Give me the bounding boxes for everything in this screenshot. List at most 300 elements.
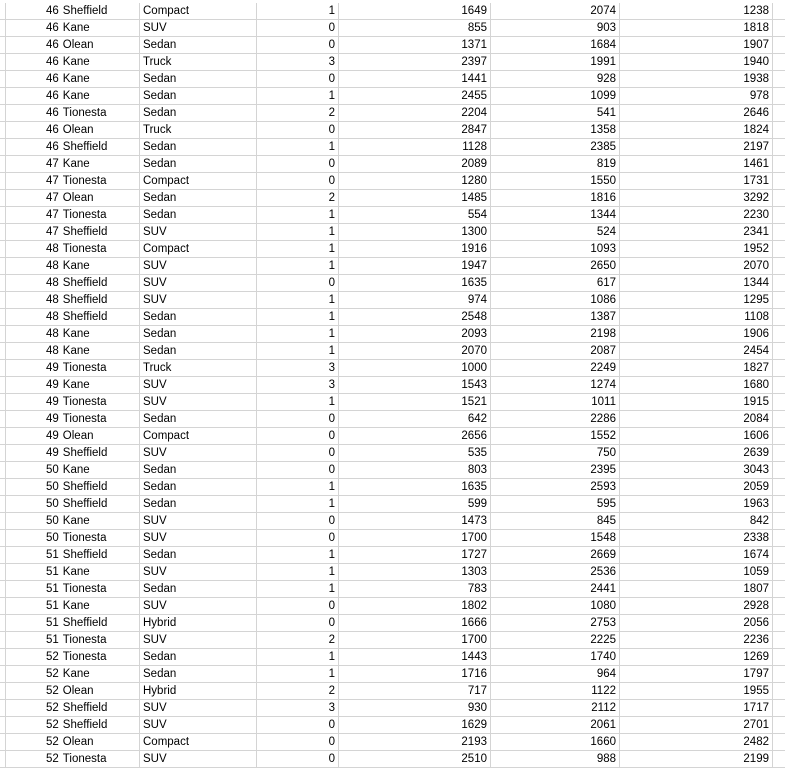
cell-value-3[interactable]: 1940 (620, 54, 773, 70)
cell-empty[interactable] (773, 632, 785, 648)
cell-id-location[interactable] (6, 207, 140, 223)
cell-vehicle-type[interactable]: Sedan (140, 37, 257, 53)
cell-id-location[interactable] (6, 496, 140, 512)
cell-id-location[interactable] (6, 343, 140, 359)
cell-value-3[interactable]: 1797 (620, 666, 773, 682)
cell-empty[interactable] (773, 462, 785, 478)
cell-value-1[interactable]: 1916 (339, 241, 491, 257)
cell-count[interactable]: 3 (257, 377, 339, 393)
cell-value-3[interactable]: 842 (620, 513, 773, 529)
cell-count[interactable]: 0 (257, 37, 339, 53)
cell-value-2[interactable]: 2536 (491, 564, 620, 580)
cell-vehicle-type[interactable]: Sedan (140, 496, 257, 512)
cell-empty[interactable] (773, 751, 785, 767)
cell-vehicle-type[interactable]: Compact (140, 428, 257, 444)
cell-value-1[interactable]: 599 (339, 496, 491, 512)
cell-vehicle-type[interactable]: SUV (140, 377, 257, 393)
cell-count[interactable]: 3 (257, 54, 339, 70)
cell-value-3[interactable]: 2197 (620, 139, 773, 155)
cell-id-location[interactable] (6, 394, 140, 410)
cell-empty[interactable] (773, 3, 785, 19)
cell-vehicle-type[interactable]: Sedan (140, 479, 257, 495)
cell-empty[interactable] (773, 717, 785, 733)
cell-empty[interactable] (773, 445, 785, 461)
cell-count[interactable]: 1 (257, 394, 339, 410)
cell-value-1[interactable]: 1700 (339, 632, 491, 648)
cell-value-1[interactable]: 1300 (339, 224, 491, 240)
cell-value-1[interactable]: 855 (339, 20, 491, 36)
cell-value-3[interactable]: 1915 (620, 394, 773, 410)
cell-id-location[interactable] (6, 479, 140, 495)
cell-id-location[interactable] (6, 88, 140, 104)
cell-value-1[interactable]: 1443 (339, 649, 491, 665)
cell-value-1[interactable]: 2093 (339, 326, 491, 342)
cell-count[interactable]: 0 (257, 156, 339, 172)
cell-value-1[interactable]: 2510 (339, 751, 491, 767)
cell-id-location[interactable] (6, 20, 140, 36)
cell-value-1[interactable]: 2089 (339, 156, 491, 172)
cell-empty[interactable] (773, 105, 785, 121)
cell-value-3[interactable]: 1818 (620, 20, 773, 36)
cell-value-3[interactable]: 1295 (620, 292, 773, 308)
cell-count[interactable]: 1 (257, 343, 339, 359)
cell-empty[interactable] (773, 122, 785, 138)
cell-id-location[interactable] (6, 751, 140, 767)
cell-value-3[interactable]: 1461 (620, 156, 773, 172)
cell-value-1[interactable]: 1543 (339, 377, 491, 393)
cell-value-3[interactable]: 2482 (620, 734, 773, 750)
cell-value-3[interactable]: 1059 (620, 564, 773, 580)
cell-count[interactable]: 0 (257, 734, 339, 750)
cell-value-3[interactable]: 1955 (620, 683, 773, 699)
cell-vehicle-type[interactable]: SUV (140, 632, 257, 648)
cell-empty[interactable] (773, 275, 785, 291)
cell-value-1[interactable]: 783 (339, 581, 491, 597)
cell-value-2[interactable]: 1387 (491, 309, 620, 325)
cell-id-location[interactable] (6, 258, 140, 274)
cell-id-location[interactable] (6, 513, 140, 529)
cell-count[interactable]: 1 (257, 224, 339, 240)
cell-count[interactable]: 1 (257, 139, 339, 155)
cell-id-location[interactable] (6, 37, 140, 53)
cell-id-location[interactable] (6, 292, 140, 308)
cell-value-2[interactable]: 1684 (491, 37, 620, 53)
cell-empty[interactable] (773, 173, 785, 189)
cell-count[interactable]: 0 (257, 751, 339, 767)
cell-count[interactable]: 0 (257, 445, 339, 461)
cell-vehicle-type[interactable]: Sedan (140, 547, 257, 563)
cell-empty[interactable] (773, 564, 785, 580)
cell-empty[interactable] (773, 581, 785, 597)
cell-value-2[interactable]: 2061 (491, 717, 620, 733)
cell-count[interactable]: 0 (257, 122, 339, 138)
cell-value-2[interactable]: 1086 (491, 292, 620, 308)
cell-value-2[interactable]: 2395 (491, 462, 620, 478)
cell-count[interactable]: 0 (257, 462, 339, 478)
cell-value-3[interactable]: 2236 (620, 632, 773, 648)
cell-value-2[interactable]: 1099 (491, 88, 620, 104)
cell-empty[interactable] (773, 394, 785, 410)
cell-vehicle-type[interactable]: Sedan (140, 207, 257, 223)
cell-value-2[interactable]: 1274 (491, 377, 620, 393)
cell-count[interactable]: 0 (257, 615, 339, 631)
cell-empty[interactable] (773, 360, 785, 376)
cell-count[interactable]: 2 (257, 105, 339, 121)
cell-value-3[interactable]: 1344 (620, 275, 773, 291)
cell-id-location[interactable] (6, 547, 140, 563)
cell-vehicle-type[interactable]: Sedan (140, 343, 257, 359)
cell-vehicle-type[interactable]: Truck (140, 122, 257, 138)
cell-value-3[interactable]: 1963 (620, 496, 773, 512)
cell-value-2[interactable]: 2112 (491, 700, 620, 716)
cell-value-1[interactable]: 1473 (339, 513, 491, 529)
cell-empty[interactable] (773, 734, 785, 750)
cell-id-location[interactable] (6, 156, 140, 172)
cell-id-location[interactable] (6, 649, 140, 665)
cell-id-location[interactable] (6, 734, 140, 750)
cell-value-3[interactable]: 1108 (620, 309, 773, 325)
cell-value-1[interactable]: 803 (339, 462, 491, 478)
cell-value-1[interactable]: 1280 (339, 173, 491, 189)
cell-count[interactable]: 0 (257, 20, 339, 36)
cell-value-1[interactable]: 2397 (339, 54, 491, 70)
cell-empty[interactable] (773, 530, 785, 546)
cell-vehicle-type[interactable]: Sedan (140, 71, 257, 87)
cell-vehicle-type[interactable]: Sedan (140, 139, 257, 155)
cell-vehicle-type[interactable]: Sedan (140, 581, 257, 597)
cell-value-2[interactable]: 1552 (491, 428, 620, 444)
cell-id-location[interactable] (6, 326, 140, 342)
cell-count[interactable]: 1 (257, 547, 339, 563)
cell-vehicle-type[interactable]: Sedan (140, 666, 257, 682)
cell-count[interactable]: 1 (257, 88, 339, 104)
cell-value-1[interactable]: 1303 (339, 564, 491, 580)
cell-value-3[interactable]: 978 (620, 88, 773, 104)
cell-value-2[interactable]: 964 (491, 666, 620, 682)
cell-count[interactable]: 0 (257, 428, 339, 444)
cell-empty[interactable] (773, 496, 785, 512)
cell-empty[interactable] (773, 683, 785, 699)
cell-value-1[interactable]: 1700 (339, 530, 491, 546)
cell-count[interactable]: 0 (257, 598, 339, 614)
cell-value-1[interactable]: 1629 (339, 717, 491, 733)
cell-vehicle-type[interactable]: Sedan (140, 190, 257, 206)
cell-empty[interactable] (773, 326, 785, 342)
cell-id-location[interactable] (6, 411, 140, 427)
cell-value-1[interactable]: 717 (339, 683, 491, 699)
cell-value-2[interactable]: 541 (491, 105, 620, 121)
cell-value-2[interactable]: 1080 (491, 598, 620, 614)
cell-count[interactable]: 2 (257, 190, 339, 206)
cell-value-2[interactable]: 2087 (491, 343, 620, 359)
cell-value-3[interactable]: 2230 (620, 207, 773, 223)
cell-vehicle-type[interactable]: Sedan (140, 462, 257, 478)
cell-value-3[interactable]: 1952 (620, 241, 773, 257)
cell-value-3[interactable]: 2646 (620, 105, 773, 121)
cell-vehicle-type[interactable]: Compact (140, 241, 257, 257)
cell-id-location[interactable] (6, 666, 140, 682)
cell-value-2[interactable]: 819 (491, 156, 620, 172)
cell-value-2[interactable]: 988 (491, 751, 620, 767)
cell-value-2[interactable]: 2593 (491, 479, 620, 495)
cell-count[interactable]: 1 (257, 581, 339, 597)
cell-empty[interactable] (773, 479, 785, 495)
cell-vehicle-type[interactable]: SUV (140, 700, 257, 716)
cell-empty[interactable] (773, 207, 785, 223)
cell-value-1[interactable]: 2455 (339, 88, 491, 104)
cell-value-1[interactable]: 1635 (339, 479, 491, 495)
cell-value-2[interactable]: 2753 (491, 615, 620, 631)
cell-value-1[interactable]: 2204 (339, 105, 491, 121)
cell-empty[interactable] (773, 428, 785, 444)
cell-value-2[interactable]: 1011 (491, 394, 620, 410)
cell-value-1[interactable]: 2656 (339, 428, 491, 444)
cell-value-2[interactable]: 2225 (491, 632, 620, 648)
cell-empty[interactable] (773, 343, 785, 359)
cell-value-3[interactable]: 2639 (620, 445, 773, 461)
cell-id-location[interactable] (6, 360, 140, 376)
cell-vehicle-type[interactable]: SUV (140, 258, 257, 274)
cell-value-3[interactable]: 2928 (620, 598, 773, 614)
cell-value-2[interactable]: 617 (491, 275, 620, 291)
cell-empty[interactable] (773, 54, 785, 70)
cell-value-2[interactable]: 1358 (491, 122, 620, 138)
cell-id-location[interactable] (6, 462, 140, 478)
cell-value-3[interactable]: 1606 (620, 428, 773, 444)
cell-value-3[interactable]: 2338 (620, 530, 773, 546)
cell-value-1[interactable]: 930 (339, 700, 491, 716)
cell-count[interactable]: 0 (257, 513, 339, 529)
cell-value-2[interactable]: 928 (491, 71, 620, 87)
cell-id-location[interactable] (6, 54, 140, 70)
cell-id-location[interactable] (6, 615, 140, 631)
cell-value-2[interactable]: 2669 (491, 547, 620, 563)
cell-value-2[interactable]: 2385 (491, 139, 620, 155)
cell-id-location[interactable] (6, 717, 140, 733)
cell-value-3[interactable]: 1907 (620, 37, 773, 53)
cell-vehicle-type[interactable]: Truck (140, 54, 257, 70)
cell-vehicle-type[interactable]: Truck (140, 360, 257, 376)
cell-value-3[interactable]: 2199 (620, 751, 773, 767)
cell-empty[interactable] (773, 377, 785, 393)
cell-vehicle-type[interactable]: Sedan (140, 309, 257, 325)
cell-id-location[interactable] (6, 122, 140, 138)
cell-value-2[interactable]: 2650 (491, 258, 620, 274)
cell-value-1[interactable]: 554 (339, 207, 491, 223)
cell-count[interactable]: 1 (257, 309, 339, 325)
cell-count[interactable]: 0 (257, 411, 339, 427)
cell-id-location[interactable] (6, 683, 140, 699)
cell-empty[interactable] (773, 411, 785, 427)
cell-value-2[interactable]: 2074 (491, 3, 620, 19)
cell-value-1[interactable]: 1441 (339, 71, 491, 87)
cell-empty[interactable] (773, 88, 785, 104)
cell-empty[interactable] (773, 547, 785, 563)
cell-count[interactable]: 0 (257, 530, 339, 546)
cell-vehicle-type[interactable]: Hybrid (140, 683, 257, 699)
cell-id-location[interactable] (6, 428, 140, 444)
cell-count[interactable]: 1 (257, 3, 339, 19)
cell-id-location[interactable] (6, 309, 140, 325)
cell-value-2[interactable]: 845 (491, 513, 620, 529)
cell-value-2[interactable]: 903 (491, 20, 620, 36)
cell-vehicle-type[interactable]: SUV (140, 275, 257, 291)
cell-value-2[interactable]: 1991 (491, 54, 620, 70)
cell-value-2[interactable]: 524 (491, 224, 620, 240)
cell-empty[interactable] (773, 258, 785, 274)
cell-value-3[interactable]: 1717 (620, 700, 773, 716)
cell-value-1[interactable]: 1666 (339, 615, 491, 631)
cell-empty[interactable] (773, 71, 785, 87)
cell-value-1[interactable]: 1000 (339, 360, 491, 376)
cell-value-1[interactable]: 974 (339, 292, 491, 308)
cell-value-1[interactable]: 1649 (339, 3, 491, 19)
cell-value-1[interactable]: 1371 (339, 37, 491, 53)
cell-count[interactable]: 0 (257, 275, 339, 291)
cell-id-location[interactable] (6, 581, 140, 597)
cell-vehicle-type[interactable]: SUV (140, 445, 257, 461)
cell-empty[interactable] (773, 615, 785, 631)
cell-value-3[interactable]: 2701 (620, 717, 773, 733)
cell-count[interactable]: 0 (257, 71, 339, 87)
cell-value-3[interactable]: 1824 (620, 122, 773, 138)
cell-id-location[interactable] (6, 105, 140, 121)
cell-value-2[interactable]: 1816 (491, 190, 620, 206)
cell-value-3[interactable]: 2341 (620, 224, 773, 240)
cell-count[interactable]: 1 (257, 326, 339, 342)
cell-value-1[interactable]: 2070 (339, 343, 491, 359)
cell-value-2[interactable]: 595 (491, 496, 620, 512)
cell-count[interactable]: 3 (257, 700, 339, 716)
cell-value-1[interactable]: 1128 (339, 139, 491, 155)
cell-value-3[interactable]: 1238 (620, 3, 773, 19)
cell-value-3[interactable]: 1827 (620, 360, 773, 376)
cell-value-1[interactable]: 1485 (339, 190, 491, 206)
cell-empty[interactable] (773, 156, 785, 172)
cell-id-location[interactable] (6, 190, 140, 206)
cell-value-1[interactable]: 1716 (339, 666, 491, 682)
cell-id-location[interactable] (6, 700, 140, 716)
cell-value-3[interactable]: 1906 (620, 326, 773, 342)
cell-value-2[interactable]: 1093 (491, 241, 620, 257)
cell-empty[interactable] (773, 190, 785, 206)
cell-count[interactable]: 1 (257, 258, 339, 274)
cell-value-1[interactable]: 1521 (339, 394, 491, 410)
cell-vehicle-type[interactable]: SUV (140, 20, 257, 36)
cell-vehicle-type[interactable]: Hybrid (140, 615, 257, 631)
cell-count[interactable]: 1 (257, 649, 339, 665)
cell-count[interactable]: 1 (257, 479, 339, 495)
cell-id-location[interactable] (6, 173, 140, 189)
cell-vehicle-type[interactable]: Sedan (140, 105, 257, 121)
cell-value-3[interactable]: 2084 (620, 411, 773, 427)
cell-value-2[interactable]: 2198 (491, 326, 620, 342)
cell-count[interactable]: 1 (257, 496, 339, 512)
cell-value-2[interactable]: 1550 (491, 173, 620, 189)
cell-id-location[interactable] (6, 632, 140, 648)
cell-vehicle-type[interactable]: Compact (140, 734, 257, 750)
cell-empty[interactable] (773, 37, 785, 53)
cell-empty[interactable] (773, 20, 785, 36)
cell-empty[interactable] (773, 513, 785, 529)
cell-value-1[interactable]: 1947 (339, 258, 491, 274)
cell-count[interactable]: 1 (257, 207, 339, 223)
cell-value-3[interactable]: 2070 (620, 258, 773, 274)
cell-empty[interactable] (773, 666, 785, 682)
cell-count[interactable]: 2 (257, 632, 339, 648)
cell-vehicle-type[interactable]: Sedan (140, 156, 257, 172)
cell-value-2[interactable]: 1660 (491, 734, 620, 750)
cell-value-3[interactable]: 3292 (620, 190, 773, 206)
cell-id-location[interactable] (6, 530, 140, 546)
cell-vehicle-type[interactable]: SUV (140, 598, 257, 614)
cell-vehicle-type[interactable]: Sedan (140, 411, 257, 427)
cell-value-3[interactable]: 1680 (620, 377, 773, 393)
cell-value-1[interactable]: 1635 (339, 275, 491, 291)
cell-id-location[interactable] (6, 377, 140, 393)
cell-value-1[interactable]: 2193 (339, 734, 491, 750)
cell-id-location[interactable] (6, 139, 140, 155)
cell-empty[interactable] (773, 139, 785, 155)
cell-value-3[interactable]: 1731 (620, 173, 773, 189)
cell-vehicle-type[interactable]: Sedan (140, 649, 257, 665)
cell-value-3[interactable]: 1807 (620, 581, 773, 597)
cell-vehicle-type[interactable]: Compact (140, 3, 257, 19)
cell-count[interactable]: 2 (257, 683, 339, 699)
cell-value-1[interactable]: 2847 (339, 122, 491, 138)
cell-value-1[interactable]: 2548 (339, 309, 491, 325)
cell-vehicle-type[interactable]: Sedan (140, 326, 257, 342)
cell-value-1[interactable]: 535 (339, 445, 491, 461)
cell-value-2[interactable]: 2249 (491, 360, 620, 376)
cell-empty[interactable] (773, 649, 785, 665)
cell-value-2[interactable]: 2286 (491, 411, 620, 427)
cell-id-location[interactable] (6, 564, 140, 580)
cell-value-3[interactable]: 2454 (620, 343, 773, 359)
cell-count[interactable]: 1 (257, 564, 339, 580)
cell-value-3[interactable]: 1269 (620, 649, 773, 665)
cell-vehicle-type[interactable]: SUV (140, 513, 257, 529)
cell-empty[interactable] (773, 224, 785, 240)
cell-count[interactable]: 1 (257, 241, 339, 257)
cell-count[interactable]: 3 (257, 360, 339, 376)
cell-value-3[interactable]: 2059 (620, 479, 773, 495)
cell-id-location[interactable] (6, 241, 140, 257)
cell-value-3[interactable]: 1938 (620, 71, 773, 87)
cell-empty[interactable] (773, 241, 785, 257)
cell-value-3[interactable]: 2056 (620, 615, 773, 631)
cell-vehicle-type[interactable]: Sedan (140, 88, 257, 104)
cell-value-2[interactable]: 1548 (491, 530, 620, 546)
cell-value-2[interactable]: 1122 (491, 683, 620, 699)
cell-id-location[interactable] (6, 71, 140, 87)
cell-vehicle-type[interactable]: SUV (140, 751, 257, 767)
cell-id-location[interactable] (6, 275, 140, 291)
cell-vehicle-type[interactable]: Compact (140, 173, 257, 189)
cell-count[interactable]: 0 (257, 717, 339, 733)
cell-value-3[interactable]: 3043 (620, 462, 773, 478)
cell-value-2[interactable]: 750 (491, 445, 620, 461)
cell-vehicle-type[interactable]: SUV (140, 530, 257, 546)
cell-vehicle-type[interactable]: SUV (140, 292, 257, 308)
cell-value-2[interactable]: 2441 (491, 581, 620, 597)
cell-value-1[interactable]: 1802 (339, 598, 491, 614)
cell-count[interactable]: 1 (257, 666, 339, 682)
cell-id-location[interactable] (6, 445, 140, 461)
cell-value-3[interactable]: 1674 (620, 547, 773, 563)
cell-count[interactable]: 1 (257, 292, 339, 308)
cell-vehicle-type[interactable]: SUV (140, 564, 257, 580)
